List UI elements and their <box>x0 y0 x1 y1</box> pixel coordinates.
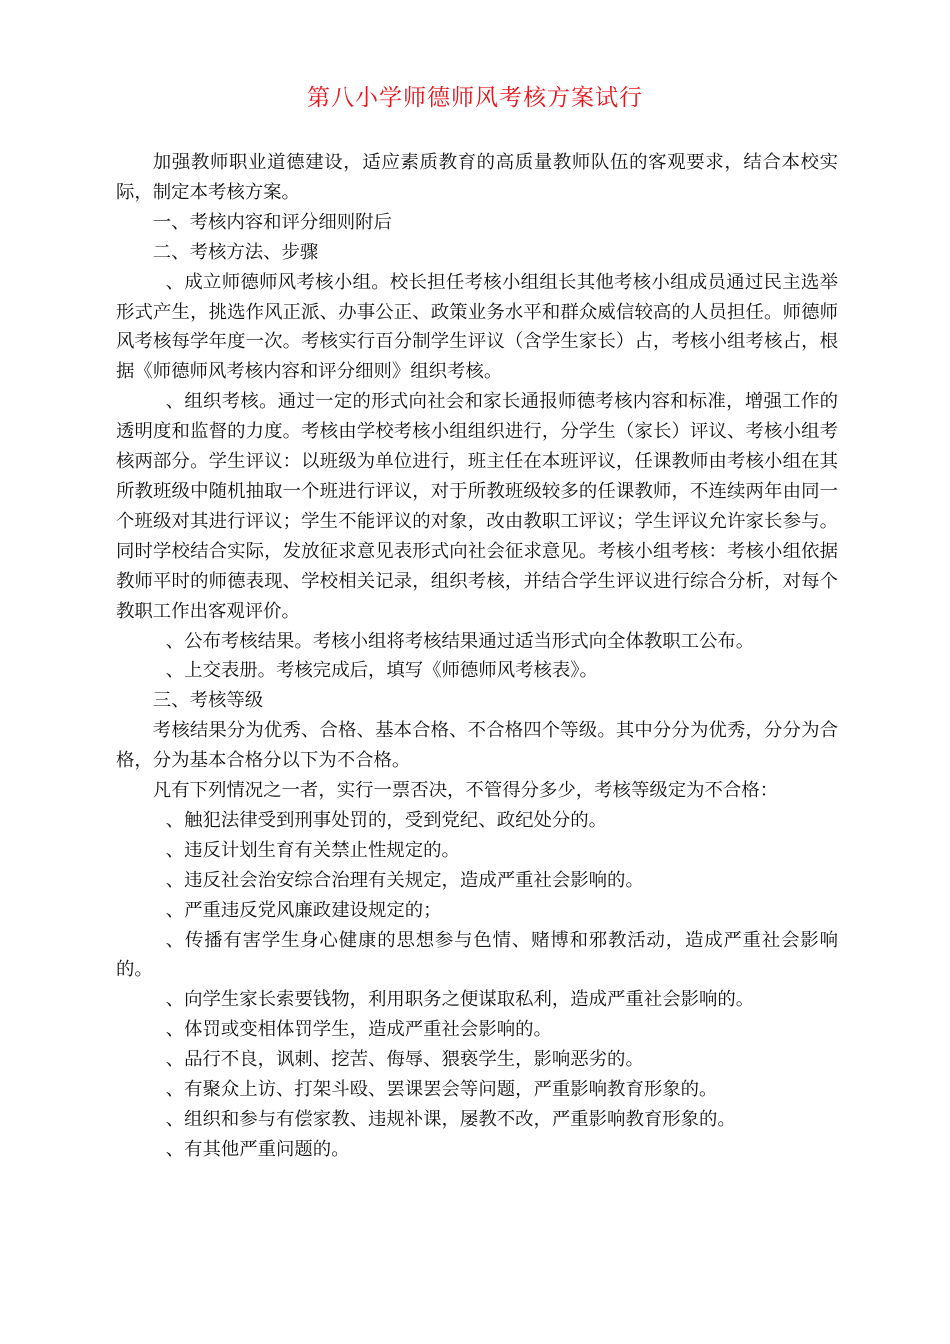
document-body <box>116 148 838 1165</box>
veto-item: 、有聚众上访、打架斗殴、罢课罢会等问题，严重影响教育形象的。 <box>165 1079 718 1101</box>
veto-item: 、传播有害学生身心健康的思想参与色情、赌博和邪教活动，造成严重社会影响的。 <box>116 929 838 981</box>
veto-intro-paragraph: 凡有下列情况之一者，实行一票否决，不管得分多少，考核等级定为不合格： <box>152 780 779 802</box>
document-title: 第八小学师德师风考核方案试行 <box>307 85 643 111</box>
step-paragraph: 、公布考核结果。考核小组将考核结果通过适当形式向全体教职工公布。 <box>165 630 755 652</box>
section-heading-1: 一、考核内容和评分细则附后 <box>152 211 392 233</box>
veto-item: 、向学生家长索要钱物，利用职务之便谋取私利，造成严重社会影响的。 <box>165 989 755 1011</box>
veto-item: 、品行不良，讽刺、挖苦、侮辱、猥亵学生，影响恶劣的。 <box>165 1049 644 1071</box>
step-paragraph: 、成立师德师风考核小组。校长担任考核小组组长其他考核小组成员通过民主选举形式产生，挑选作风正派、办事公正、政策业务水平和群众威信较高的人员担任。师德师风考核每学年度一次。考核实行百分制学生评议（含学生家长）占，考核小组考核占，根据《师德师风考核内容和评分细则》组织考核。 <box>116 271 838 383</box>
step-paragraph: 、上交表册。考核完成后，填写《师德师风考核表》。 <box>165 660 598 682</box>
veto-item: 、组织和参与有偿家教、违规补课，屡教不改，严重影响教育形象的。 <box>165 1109 736 1130</box>
veto-item: 、有其他严重问题的。 <box>165 1138 350 1160</box>
veto-item: 、违反社会治安综合治理有关规定，造成严重社会影响的。 <box>165 869 644 891</box>
grade-paragraph: 考核结果分为优秀、合格、基本合格、不合格四个等级。其中分分为优秀，分分为合格，分为基本合格分以下为不合格。 <box>116 720 838 772</box>
section-heading-2: 二、考核方法、步骤 <box>152 241 319 263</box>
veto-item: 、触犯法律受到刑事处罚的，受到党纪、政纪处分的。 <box>165 809 608 831</box>
veto-item: 、体罚或变相体罚学生，造成严重社会影响的。 <box>165 1019 552 1041</box>
veto-item: 、严重违反党风廉政建设规定的； <box>165 899 442 921</box>
paragraph-intro: 加强教师职业道德建设，适应素质教育的高质量教师队伍的客观要求，结合本校实际，制定本考核方案。 <box>116 152 838 203</box>
section-heading-3: 三、考核等级 <box>152 690 264 712</box>
step-paragraph: 、组织考核。通过一定的形式向社会和家长通报师德考核内容和标准，增强工作的透明度和监督的力度。考核由学校考核小组组织进行，分学生（家长）评议、考核小组考核两部分。学生评议：以班级为单位进行，班主任在本班评议，任课教师由考核小组在其所教班级中随机抽取一个班进行评议，对于所教班级较多的任课教师，不连续两年由同一个班级对其进行评议；学生不能评议的对象，改由教职工评议；学生评议允许家长参与。同时学校结合实际，发放征求意见表形式向社会征求意见。考核小组考核：考核小组依据教师平时的师德表现、学校相关记录，组织考核，并结合学生评议进行综合分析，对每个教职工作出客观评价。 <box>116 391 838 622</box>
veto-item: 、违反计划生育有关禁止性规定的。 <box>165 839 460 861</box>
